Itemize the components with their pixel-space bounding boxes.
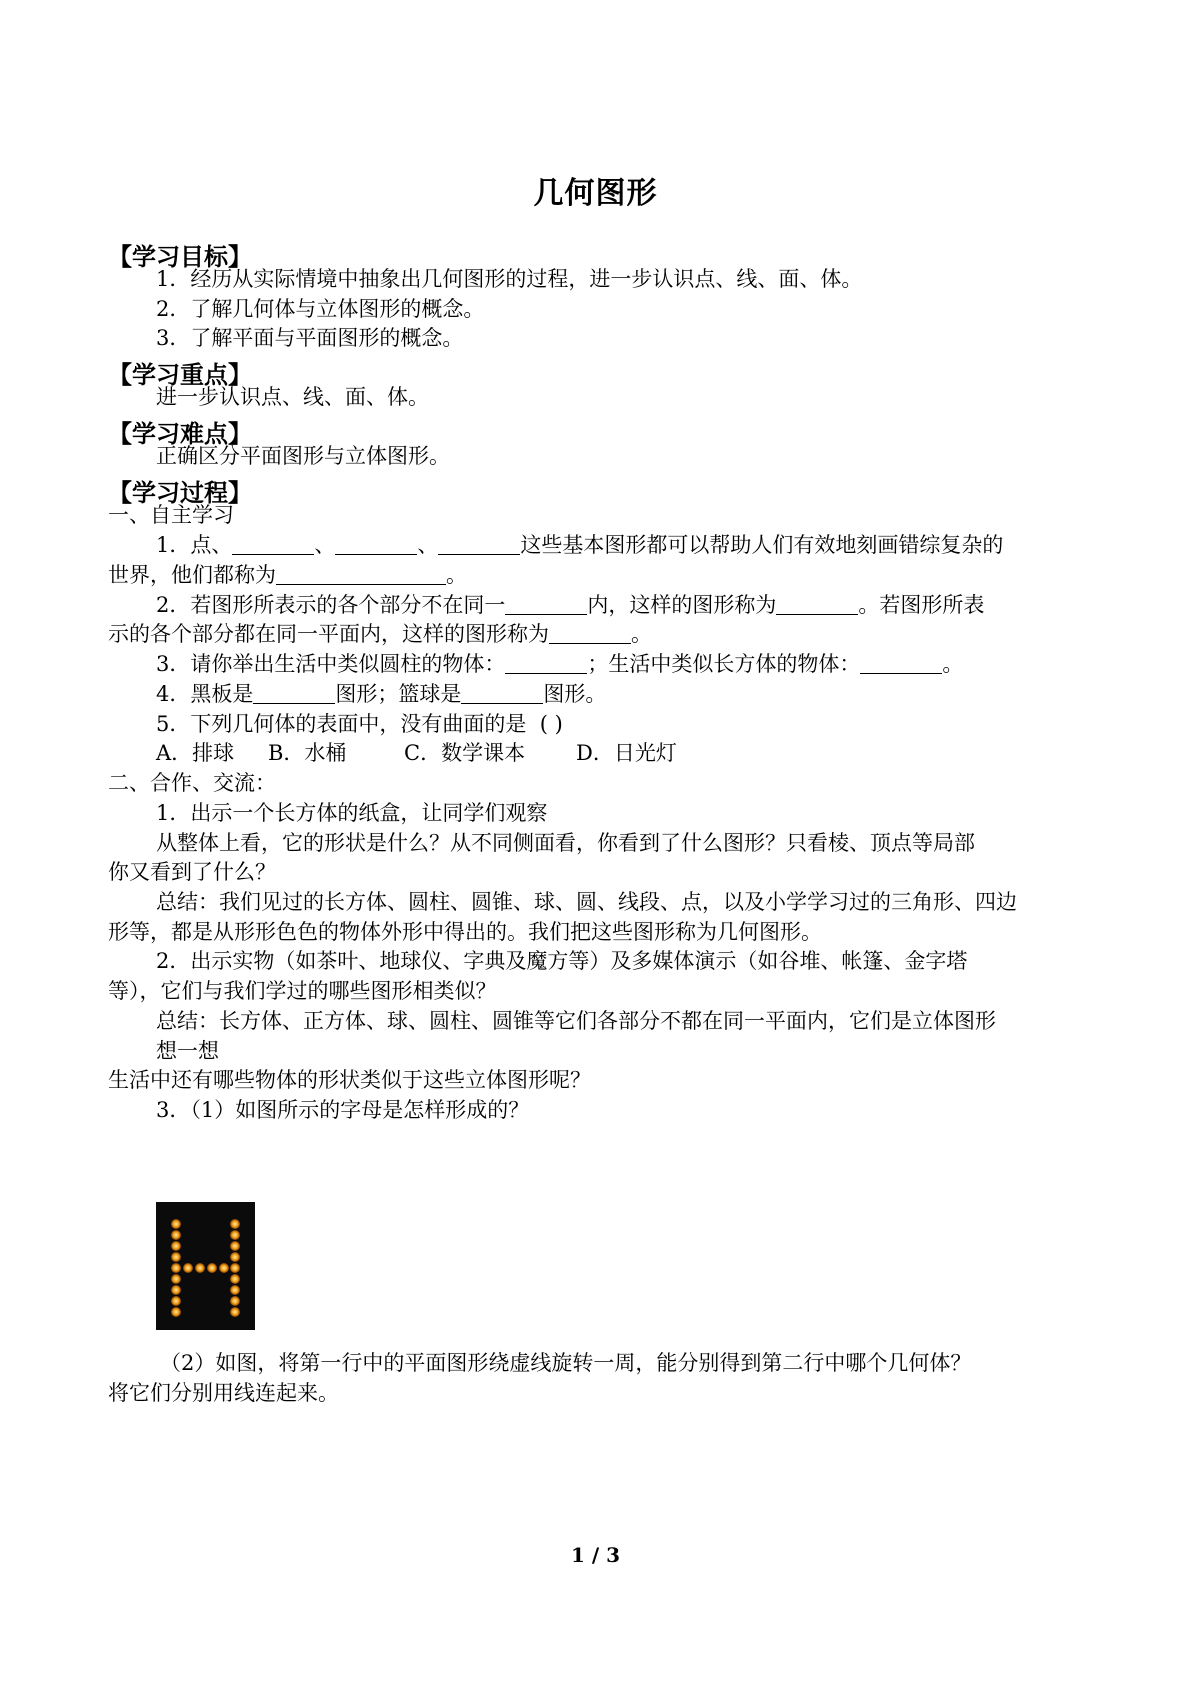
difficulty-text: 正确区分平面图形与立体图形。 xyxy=(156,444,450,468)
option-b[interactable]: B．水桶 xyxy=(268,741,347,765)
answer-blank[interactable] xyxy=(776,593,858,615)
answer-blank[interactable] xyxy=(253,682,335,704)
paragraph-line: 想一想 xyxy=(156,1039,219,1063)
option-a[interactable]: A．排球 xyxy=(156,741,235,765)
difficulty-heading: 【学习难点】 xyxy=(108,420,252,448)
part2-heading: 二、合作、交流： xyxy=(108,771,276,795)
answer-blank[interactable] xyxy=(549,622,631,644)
key-text: 进一步认识点、线、面、体。 xyxy=(156,385,429,409)
answer-blank[interactable] xyxy=(505,593,587,615)
answer-blank[interactable] xyxy=(276,563,446,585)
question-1-cont: 世界，他们都称为 。 xyxy=(108,563,467,587)
answer-blank[interactable] xyxy=(461,682,543,704)
answer-blank[interactable] xyxy=(232,533,314,555)
answer-blank[interactable] xyxy=(505,652,587,674)
paragraph-line: 生活中还有哪些物体的形状类似于这些立体图形呢？ xyxy=(108,1068,591,1092)
option-c[interactable]: C．数学课本 xyxy=(404,741,526,765)
goal-item-2: 2．了解几何体与立体图形的概念。 xyxy=(156,297,485,321)
paragraph-line: 1．出示一个长方体的纸盒，让同学们观察 xyxy=(156,801,548,825)
letter-h-lights-photo xyxy=(156,1202,255,1330)
paragraph-line: 总结：我们见过的长方体、圆柱、圆锥、球、圆、线段、点，以及小学学习过的三角形、四边 xyxy=(156,890,1017,914)
part1-heading: 一、自主学习 xyxy=(108,503,234,527)
process-heading: 【学习过程】 xyxy=(108,479,252,507)
answer-blank[interactable] xyxy=(860,652,942,674)
paragraph-line: 3．（1）如图所示的字母是怎样形成的？ xyxy=(156,1098,530,1122)
page-title: 几何图形 xyxy=(533,176,658,211)
letter-h-bulbs-image xyxy=(156,1202,255,1330)
answer-blank[interactable] xyxy=(335,533,417,555)
paragraph-line: （2）如图，将第一行中的平面图形绕虚线旋转一周，能分别得到第二行中哪个几何体？ xyxy=(160,1351,972,1375)
question-5-options xyxy=(156,738,1086,770)
goal-item-1: 1．经历从实际情境中抽象出几何图形的过程，进一步认识点、线、面、体。 xyxy=(156,267,863,291)
goal-item-3: 3．了解平面与平面图形的概念。 xyxy=(156,326,464,350)
paragraph-line: 等），它们与我们学过的哪些图形相类似？ xyxy=(108,979,497,1003)
paragraph-line: 从整体上看，它的形状是什么？从不同侧面看，你看到了什么图形？只看棱、顶点等局部 xyxy=(156,831,975,855)
paragraph-line: 2．出示实物（如茶叶、地球仪、字典及魔方等）及多媒体演示（如谷堆、帐篷、金字塔 xyxy=(156,949,968,973)
question-2-cont: 示的各个部分都在同一平面内，这样的图形称为 。 xyxy=(108,622,652,646)
answer-blank[interactable] xyxy=(438,533,520,555)
paragraph-line: 总结：长方体、正方体、球、圆柱、圆锥等它们各部分不都在同一平面内，它们是立体图形 xyxy=(156,1009,996,1033)
option-d[interactable]: D．日光灯 xyxy=(576,741,677,765)
goals-heading: 【学习目标】 xyxy=(108,243,252,271)
key-heading: 【学习重点】 xyxy=(108,361,252,389)
page-number: 1 / 3 xyxy=(570,1543,621,1567)
paragraph-line: 将它们分别用线连起来。 xyxy=(108,1381,339,1405)
paragraph-line: 形等，都是从形形色色的物体外形中得出的。我们把这些图形称为几何图形。 xyxy=(108,920,822,944)
question-4: 4．黑板是 图形；篮球是 图形。 xyxy=(156,682,607,706)
question-5: 5．下列几何体的表面中，没有曲面的是 ( ) xyxy=(156,709,1086,741)
paragraph-line: 你又看到了什么？ xyxy=(108,860,276,884)
answer-paren[interactable]: ( ) xyxy=(539,712,563,736)
question-3: 3．请你举出生活中类似圆柱的物体： ；生活中类似长方体的物体： 。 xyxy=(156,652,964,676)
question-1: 1．点、 、 、 这些基本图形都可以帮助人们有效地刻画错综复杂的 xyxy=(156,533,1004,557)
question-2: 2．若图形所表示的各个部分不在同一 内，这样的图形称为 。若图形所表 xyxy=(156,593,985,617)
